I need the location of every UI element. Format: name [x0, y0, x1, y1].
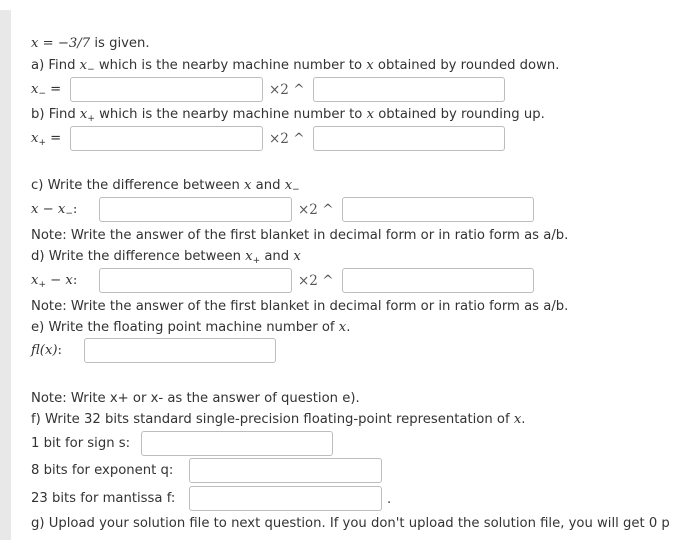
diff-d-mantissa-input[interactable]	[99, 268, 292, 293]
exponent-bits-label: 8 bits for exponent q:	[31, 463, 174, 478]
note-e: Note: Write x+ or x- as the answer of question e).	[31, 391, 360, 406]
question-b-prompt: b) Find $x_+$ which is the nearby machine number to x obtained by rounding up.	[31, 107, 545, 124]
times-two-power-label: ×2 ^	[269, 131, 305, 147]
note-d: Note: Write the answer of the first blanket in decimal form or in ratio form as a/b.	[31, 299, 569, 314]
sign-bit-label: 1 bit for sign s:	[31, 436, 131, 451]
diff-d-exponent-field[interactable]	[343, 269, 533, 292]
diff-c-mantissa-input[interactable]	[99, 197, 292, 222]
question-c-prompt: c) Write the difference between x and $x_-$	[31, 178, 300, 195]
diff-c-mantissa-field[interactable]	[100, 198, 291, 221]
question-content	[31, 0, 696, 540]
question-e-prompt: e) Write the floating point machine number of x.	[31, 320, 351, 335]
sign-bit-field[interactable]	[142, 432, 332, 455]
x-plus-mantissa-input[interactable]	[70, 126, 263, 151]
sign-bit-input[interactable]	[141, 431, 333, 456]
diff-c-exponent-input[interactable]	[342, 197, 534, 222]
times-two-power-label: ×2 ^	[298, 273, 334, 289]
left-border-bar	[0, 10, 11, 540]
fl-x-field[interactable]	[85, 339, 275, 362]
x-plus-mantissa-field[interactable]	[71, 127, 262, 150]
question-d-prompt: d) Write the difference between $x_+$ and x	[31, 249, 301, 266]
x-plus-exponent-input[interactable]	[313, 126, 505, 151]
exponent-bits-field[interactable]	[190, 459, 381, 482]
x-minus-mantissa-input[interactable]	[70, 77, 263, 102]
given-statement: x = −3/7 is given.	[31, 36, 150, 51]
x-plus-exponent-field[interactable]	[314, 127, 504, 150]
x-minus-exponent-input[interactable]	[313, 77, 505, 102]
x-plus-label: $x_+$ =	[31, 131, 62, 148]
diff-d-exponent-input[interactable]	[342, 268, 534, 293]
fl-x-label: fl(x):	[31, 343, 62, 358]
x-minus-label: $x_-$ =	[31, 82, 62, 99]
trailing-period: .	[387, 492, 392, 507]
question-f-prompt: f) Write 32 bits standard single-precision floating-point representation of x.	[31, 412, 526, 427]
given-math: x = −3/7	[31, 36, 91, 51]
mantissa-bits-field[interactable]	[190, 487, 381, 510]
times-two-power-label: ×2 ^	[298, 202, 334, 218]
mantissa-bits-input[interactable]	[189, 486, 382, 511]
x-minus-diff-label: $x - x_-$:	[31, 202, 78, 219]
x-minus-mantissa-field[interactable]	[71, 78, 262, 101]
diff-d-mantissa-field[interactable]	[100, 269, 291, 292]
exponent-bits-input[interactable]	[189, 458, 382, 483]
note-c: Note: Write the answer of the first blanket in decimal form or in ratio form as a/b.	[31, 228, 569, 243]
diff-c-exponent-field[interactable]	[343, 198, 533, 221]
question-g-prompt: g) Upload your solution file to next question. If you don't upload the solution file, you will get 0 p	[31, 516, 670, 531]
times-two-power-label: ×2 ^	[269, 82, 305, 98]
fl-x-input[interactable]	[84, 338, 276, 363]
mantissa-bits-label: 23 bits for mantissa f:	[31, 491, 176, 506]
question-a-prompt: a) Find $x_-$ which is the nearby machine number to x obtained by rounded down.	[31, 58, 560, 75]
x-plus-diff-label: $x_+ - x$:	[31, 273, 78, 290]
x-minus-exponent-field[interactable]	[314, 78, 504, 101]
